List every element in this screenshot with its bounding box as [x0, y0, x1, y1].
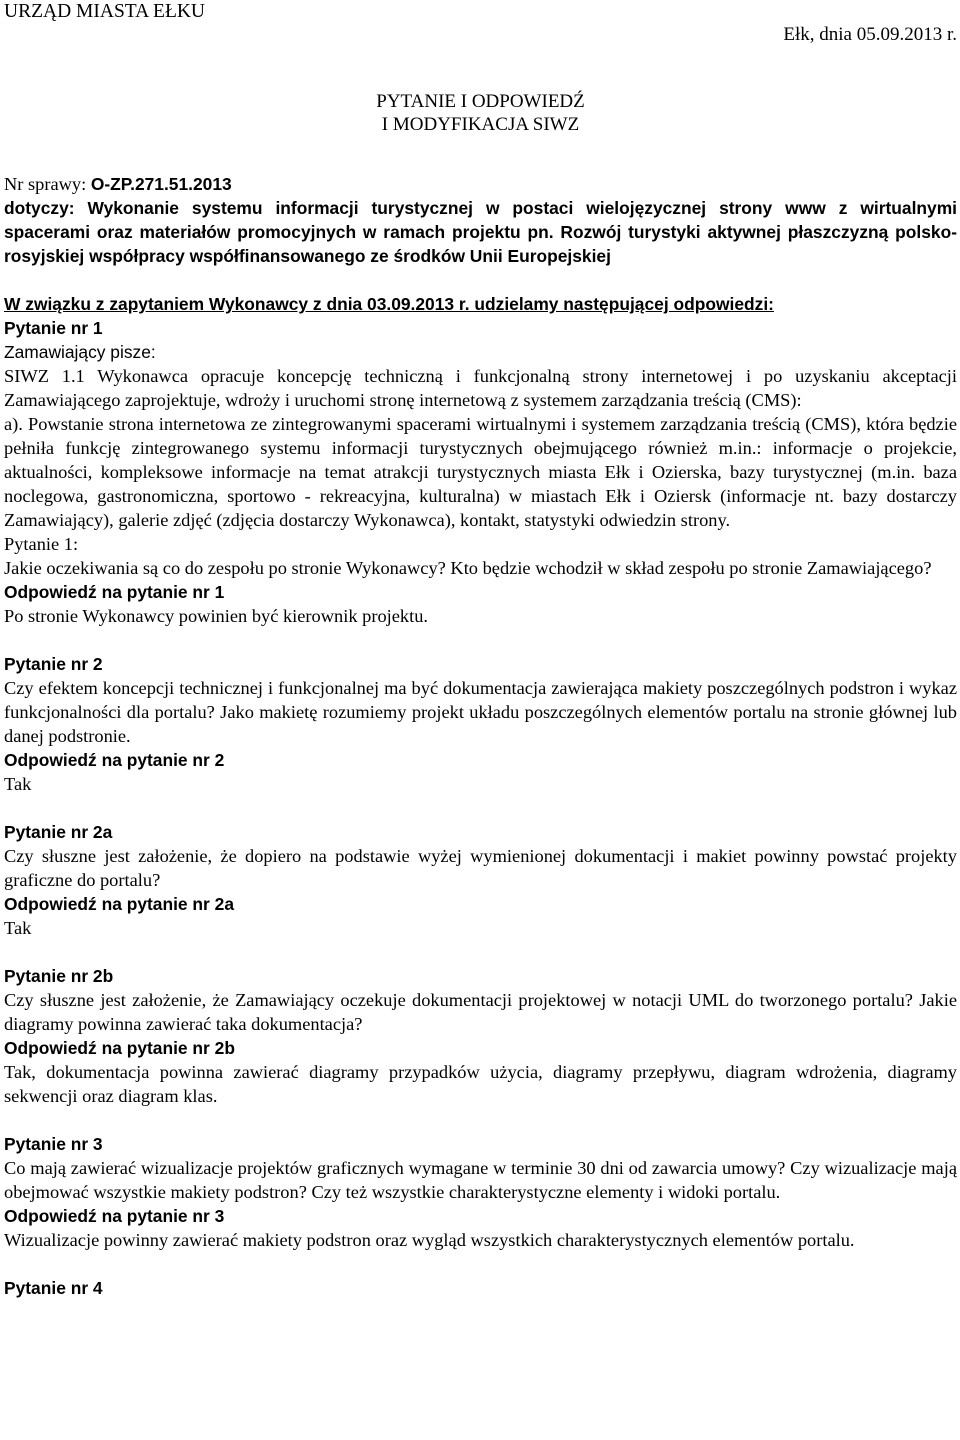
q2a-question: Czy słuszne jest założenie, że dopiero na podstawie wyżej wymienionej dokumentacji i makiet powinny powstać projekty graficzne do portalu? — [4, 846, 957, 890]
title-line-1: PYTANIE I ODPOWIEDŹ — [376, 91, 585, 112]
case-number-value: O-ZP.271.51.2013 — [90, 174, 232, 194]
spacer — [4, 796, 957, 820]
q4-heading: Pytanie nr 4 — [4, 1278, 103, 1298]
q2b-question: Czy słuszne jest założenie, że Zamawiający oczekuje dokumentacji projektowej w notacji UML do tworzonego portalu? Jakie diagramy powinna zawierać taka dokumentacja? — [4, 990, 957, 1034]
q3-answer-heading: Odpowiedź na pytanie nr 3 — [4, 1206, 225, 1226]
q2-heading: Pytanie nr 2 — [4, 654, 103, 674]
q2a-heading: Pytanie nr 2a — [4, 822, 113, 842]
q1-writer: Zamawiający pisze: — [4, 342, 156, 362]
q2b-heading: Pytanie nr 2b — [4, 966, 114, 986]
intro-line: W związku z zapytaniem Wykonawcy z dnia 03.09.2013 r. udzielamy następującej odpowiedzi: — [4, 294, 774, 314]
q2-question: Czy efektem koncepcji technicznej i funkcjonalnej ma być dokumentacja zawierająca makiety poszczególnych podstron i wykaz funkcjonalności dla portalu? Jako makietę rozumiemy projekt układu poszczególnych elementów portalu na stronie głównej lub danej podstronie. — [4, 678, 957, 746]
document-title — [4, 90, 957, 136]
q2a-answer-heading: Odpowiedź na pytanie nr 2a — [4, 894, 234, 914]
case-number — [4, 172, 957, 196]
q2-answer: Tak — [4, 774, 32, 794]
case-number-prefix: Nr sprawy: — [4, 174, 91, 194]
case-subject: dotyczy: Wykonanie systemu informacji turystycznej w postaci wielojęzycznej strony www z wirtualnymi spacerami oraz materiałów promocyjnych w ramach projektu pn. Rozwój turystyki aktywnej płaszczyzną polsko-rosyjskiej współpracy współfinansowanego ze środków Unii Europejskiej — [4, 198, 957, 266]
spacer — [4, 136, 957, 172]
document-date: Ełk, dnia 05.09.2013 r. — [783, 24, 957, 45]
spacer — [4, 940, 957, 964]
q1-answer: Po stronie Wykonawcy powinien być kierownik projektu. — [4, 606, 429, 626]
q2b-answer: Tak, dokumentacja powinna zawierać diagramy przypadków użycia, diagramy przepływu, diagram wdrożenia, diagramy sekwencji oraz diagram klas. — [4, 1062, 957, 1106]
q1-answer-heading: Odpowiedź na pytanie nr 1 — [4, 582, 225, 602]
spacer — [4, 1252, 957, 1276]
q2b-answer-heading: Odpowiedź na pytanie nr 2b — [4, 1038, 235, 1058]
q1-siwz-text: SIWZ 1.1 Wykonawca opracuje koncepcję techniczną i funkcjonalną strony internetowej i po uzyskaniu akceptacji Zamawiającego zaprojektuje, wdroży i uruchomi stronę internetową z systemem zarządzania treścią (CMS): — [4, 366, 957, 410]
q2a-answer: Tak — [4, 918, 32, 938]
spacer — [4, 628, 957, 652]
document-header — [4, 0, 957, 45]
q1-label: Pytanie 1: — [4, 534, 79, 554]
q2-answer-heading: Odpowiedź na pytanie nr 2 — [4, 750, 225, 770]
q1-question: Jakie oczekiwania są co do zespołu po stronie Wykonawcy? Kto będzie wchodził w skład zespołu po stronie Zamawiającego? — [4, 558, 932, 578]
q3-heading: Pytanie nr 3 — [4, 1134, 103, 1154]
q1-heading: Pytanie nr 1 — [4, 318, 103, 338]
q3-answer: Wizualizacje powinny zawierać makiety podstron oraz wygląd wszystkich charakterystycznych elementów portalu. — [4, 1230, 855, 1250]
office-name: URZĄD MIASTA EŁKU — [4, 1, 206, 22]
q3-question: Co mają zawierać wizualizacje projektów graficznych wymagane w terminie 30 dni od zawarcia umowy? Czy wizualizacje mają obejmować wszystkie makiety podstron? Czy też wszystkie charakterystyczne elementy i widoki portalu. — [4, 1158, 957, 1202]
spacer — [4, 1108, 957, 1132]
document-page — [4, 0, 957, 1300]
title-line-2: I MODYFIKACJA SIWZ — [381, 114, 580, 135]
q1-siwz-point-a: a). Powstanie strona internetowa ze zintegrowanymi spacerami wirtualnymi i systemem zarządzania treścią (CMS), która będzie pełniła funkcję zintegrowanego systemu informacji turystycznych obejmującego również m.in.: informacje o projekcie, aktualności, kompleksowe informacje na temat atrakcji turystycznych miasta Ełk i Ozierska, bazy turystycznej (m.in. baza noclegowa, gastronomiczna, sportowo - rekreacyjna, kulturalna) w miastach Ełk i Oziersk (informacje nt. bazy dostarczy Zamawiający), galerie zdjęć (zdjęcia dostarczy Wykonawca), kontakt, statystyki odwiedzin strony. — [4, 414, 957, 530]
spacer — [4, 268, 957, 292]
